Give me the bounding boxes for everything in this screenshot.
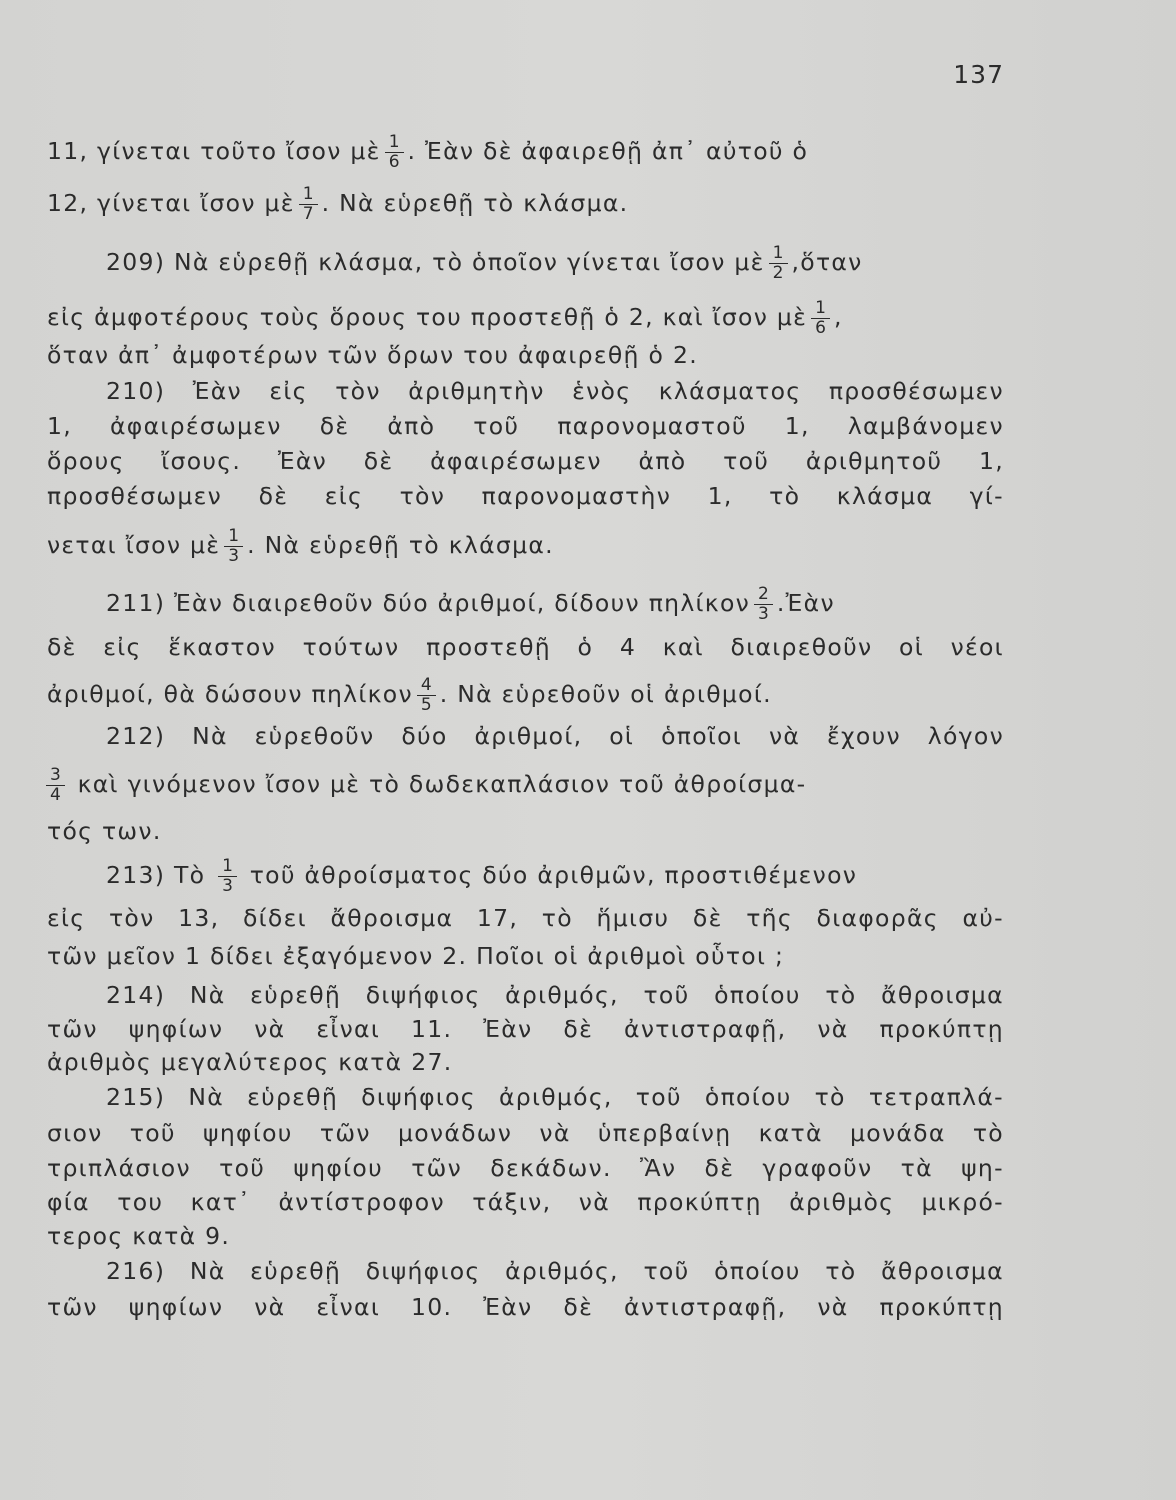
word: οἱ (899, 633, 924, 661)
word: 215) (106, 1083, 166, 1111)
word: εἰς (103, 633, 142, 661)
word: τὸ (769, 482, 801, 510)
text-line (47, 185, 1004, 224)
fraction-denominator: 2 (769, 263, 788, 283)
word: 214) (106, 981, 166, 1009)
fraction (769, 244, 788, 283)
word: τοῦ (635, 1083, 682, 1111)
text-line (47, 527, 1004, 566)
word: μονάδων (397, 1119, 513, 1147)
fraction-denominator: 4 (46, 785, 65, 805)
word: Νὰ (192, 722, 228, 750)
fraction (754, 585, 773, 624)
text-line: τός των. (47, 817, 162, 845)
text-segment: νεται ἴσον μὲ (47, 531, 221, 559)
word: 1, (978, 447, 1004, 475)
word: νὰ (254, 1015, 286, 1043)
word: τὸ (825, 981, 857, 1009)
text-line (47, 1292, 1004, 1322)
word: ἑνὸς (572, 377, 632, 405)
word: διψήφιος (365, 981, 481, 1009)
text-line (47, 1118, 1004, 1148)
text-line (106, 1256, 1004, 1286)
word: ἀφαιρέσωμεν (430, 447, 602, 475)
text-line: τῶν μεῖον 1 δίδει ἐξαγόμενον 2. Ποῖοι οἱ ἀριθμοὶ οὗτοι ; (47, 942, 785, 970)
text-line (106, 244, 1004, 283)
fraction-numerator: 1 (388, 132, 400, 152)
text-line (47, 133, 1004, 172)
word: τετραπλά- (868, 1083, 1004, 1111)
word: 17, (476, 904, 519, 932)
word: Ἐὰν (483, 1015, 533, 1043)
word: νὰ (578, 1188, 610, 1216)
text-segment: εἰς ἀμφοτέρους τοὺς ὅρους του προστεθῇ ὁ 2, καὶ ἴσον μὲ (47, 303, 808, 331)
text-segment: 211) Ἐὰν διαιρεθοῦν δύο ἀριθμοί, δίδουν πηλίκον (106, 589, 751, 617)
word: ψηφίου (293, 1154, 383, 1182)
word: προκύπτῃ (637, 1188, 762, 1216)
fraction-numerator: 2 (758, 584, 769, 604)
text-line (106, 980, 1004, 1010)
word: δὲ (563, 1015, 594, 1043)
word: παρονομαστοῦ (557, 412, 747, 440)
text-segment: τοῦ ἀθροίσματος δύο ἀριθμῶν, προστιθέμενον (249, 861, 858, 889)
word: εἶναι (316, 1293, 381, 1321)
word: εἰς (269, 377, 308, 405)
word: νέοι (950, 633, 1004, 661)
word: κλάσματος (658, 377, 802, 405)
word: προκύπτῃ (879, 1293, 1004, 1321)
word: δύο (401, 722, 448, 750)
word: 210) (106, 377, 166, 405)
word: νὰ (817, 1015, 849, 1043)
word: Ἐὰν (277, 447, 328, 475)
fraction (46, 766, 65, 805)
text-line (47, 676, 1004, 715)
word: οἱ (609, 722, 635, 750)
text-segment: . Νὰ εὑρεθοῦν οἱ ἀριθμοί. (439, 680, 772, 708)
word: νὰ (254, 1293, 286, 1321)
word: ὁ (577, 633, 594, 661)
text-segment: 213) Τὸ (106, 861, 206, 889)
word: ἀριθμός, (498, 1083, 613, 1111)
word: νὰ (817, 1293, 849, 1321)
word: ψη- (961, 1154, 1004, 1182)
text-line (47, 1014, 1004, 1044)
fraction (224, 527, 243, 566)
word: τὸ (972, 1119, 1004, 1147)
word: 216) (106, 1257, 166, 1285)
word: τούτων (302, 633, 400, 661)
word: νὰ (539, 1119, 571, 1147)
word: ἀριθμὸς (789, 1188, 895, 1216)
word: δὲ (47, 633, 77, 661)
word: προστεθῇ (426, 633, 551, 661)
word: μικρό- (921, 1188, 1004, 1216)
word: ἀριθμός, (505, 981, 619, 1009)
word: εὑρεθῇ (250, 1257, 342, 1285)
word: ψηφίου (203, 1119, 293, 1147)
word: δὲ (363, 447, 394, 475)
word: Νὰ (188, 1083, 224, 1111)
word: ἄθροισμα (881, 981, 1004, 1009)
word: τοῦ (473, 412, 520, 440)
word: διαφορᾶς (816, 904, 939, 932)
fraction-denominator: 3 (224, 546, 243, 566)
word: μονάδα (850, 1119, 946, 1147)
word: τῶν (47, 1293, 98, 1321)
word: 4 (619, 633, 637, 661)
text-line (106, 857, 1004, 896)
word: ὁποίου (704, 1083, 792, 1111)
word: γραφοῦν (762, 1154, 873, 1182)
word: ὑπερβαίνῃ (597, 1119, 732, 1147)
text-segment: . Ἐὰν δὲ ἀφαιρεθῇ ἀπ᾽ αὐτοῦ ὁ (407, 137, 809, 165)
fraction-numerator: 3 (50, 765, 61, 785)
word: κατὰ (758, 1119, 823, 1147)
word: τὸ (814, 1083, 846, 1111)
word: 10. (411, 1293, 453, 1321)
word: τῶν (319, 1119, 371, 1147)
text-line (47, 1187, 1004, 1217)
word: δὲ (704, 1154, 735, 1182)
word: διαιρεθοῦν (730, 633, 873, 661)
word: ἀριθμητοῦ (805, 447, 943, 475)
fraction-numerator: 1 (228, 526, 240, 546)
word: τριπλάσιον (47, 1154, 191, 1182)
text-segment: 11, γίνεται τοῦτο ἴσον μὲ (47, 137, 381, 165)
word: ἀριθμητὴν (408, 377, 545, 405)
word: 11. (411, 1015, 453, 1043)
word: κλάσμα (836, 482, 934, 510)
word: Ἐὰν (192, 377, 242, 405)
word: λαμβάνομεν (847, 412, 1004, 440)
fraction-numerator: 1 (772, 243, 784, 263)
word: τοῦ (723, 447, 770, 475)
word: Ἂν (639, 1154, 677, 1182)
word: Ἐὰν (483, 1293, 533, 1321)
word: εὑρεθοῦν (254, 722, 375, 750)
text-line (47, 299, 1004, 338)
word: ἀριθμός, (505, 1257, 619, 1285)
fraction-numerator: 1 (222, 856, 233, 876)
page-number: 137 (953, 60, 1004, 89)
word: δὲ (563, 1293, 594, 1321)
word: ἄθροισμα (330, 904, 454, 932)
fraction-denominator: 5 (417, 695, 436, 715)
word: νὰ (768, 722, 801, 750)
word: τάξιν, (472, 1188, 552, 1216)
word: 1, (47, 412, 73, 440)
fraction-denominator: 6 (811, 318, 830, 338)
text-line (106, 721, 1004, 751)
word: ἔχουν (827, 722, 901, 750)
word: ὅρους (47, 447, 125, 475)
fraction-numerator: 4 (420, 675, 432, 695)
word: τῶν (47, 1015, 98, 1043)
word: ἄθροισμα (881, 1257, 1004, 1285)
text-line (47, 903, 1004, 933)
word: εἰς (47, 904, 86, 932)
word: ὁποῖοι (661, 722, 743, 750)
text-line (106, 1082, 1004, 1112)
fraction-denominator: 3 (754, 604, 773, 624)
word: τοῦ (643, 1257, 690, 1285)
fraction-denominator: 6 (385, 152, 404, 172)
text-line (47, 1153, 1004, 1183)
word: τοῦ (129, 1119, 176, 1147)
word: ἀντίστροφον (278, 1188, 445, 1216)
word: τῶν (411, 1154, 463, 1182)
word: Νὰ (189, 1257, 226, 1285)
text-segment: . Νὰ εὑρεθῇ τὸ κλάσμα. (321, 189, 629, 217)
text-segment: ἀριθμοί, θὰ δώσουν πηλίκον (47, 680, 413, 708)
word: 1, (784, 412, 810, 440)
word: τῆς (746, 904, 793, 932)
fraction-numerator: 1 (815, 298, 826, 318)
text-line (106, 585, 1004, 624)
text-segment: καὶ γινόμενον ἴσον μὲ τὸ δωδεκαπλάσιον τοῦ ἀθροίσμα- (77, 770, 807, 798)
word: 13, (178, 904, 220, 932)
word: προκύπτῃ (879, 1015, 1004, 1043)
word: διψήφιος (365, 1257, 481, 1285)
word: διψήφιος (361, 1083, 476, 1111)
text-segment: 209) Νὰ εὑρεθῇ κλάσμα, τὸ ὁποῖον γίνεται ἴσον μὲ (106, 248, 765, 276)
word: εἶναι (316, 1015, 381, 1043)
word: τὸν (108, 904, 155, 932)
word: ἀριθμοί, (474, 722, 583, 750)
fraction-numerator: 1 (302, 184, 314, 204)
word: εὑρεθῇ (250, 981, 342, 1009)
word: ψηφίων (128, 1015, 224, 1043)
word: τὰ (900, 1154, 933, 1182)
word: εἰς (324, 482, 364, 510)
word: λόγον (927, 722, 1004, 750)
fraction (811, 299, 830, 338)
word: τὸ (825, 1257, 857, 1285)
text-line: ἀριθμὸς μεγαλύτερος κατὰ 27. (47, 1048, 453, 1076)
fraction (417, 676, 436, 715)
word: ἀπὸ (638, 447, 687, 475)
text-segment: , (834, 303, 843, 331)
word: δὲ (319, 412, 350, 440)
word: προσθέσωμεν (828, 377, 1004, 405)
word: γί- (969, 482, 1004, 510)
word: ἴσους. (161, 447, 242, 475)
text-segment: ,ὅταν (791, 248, 863, 276)
word: προσθέσωμεν (47, 482, 223, 510)
word: ὁποίου (714, 981, 801, 1009)
text-line (47, 481, 1004, 511)
text-segment: 12, γίνεται ἴσον μὲ (47, 189, 295, 217)
word: ἀντιστραφῇ, (624, 1293, 787, 1321)
text-segment: .Ἐὰν (776, 589, 835, 617)
text-segment: . Νὰ εὑρεθῇ τὸ κλάσμα. (247, 531, 554, 559)
text-line (47, 411, 1004, 441)
fraction (218, 857, 237, 896)
word: τοῦ (219, 1154, 266, 1182)
word: φία (47, 1188, 90, 1216)
word: τὸν (399, 482, 446, 510)
text-line: ὅταν ἀπ᾽ ἀμφοτέρων τῶν ὅρων του ἀφαιρεθῇ ὁ 2. (47, 341, 698, 369)
word: ψηφίων (128, 1293, 224, 1321)
fraction (385, 133, 404, 172)
word: ἀπὸ (387, 412, 436, 440)
word: ἕκαστον (168, 633, 276, 661)
word: ὁποίου (714, 1257, 801, 1285)
word: τοῦ (643, 981, 690, 1009)
word: δίδει (242, 904, 307, 932)
text-line (47, 446, 1004, 476)
word: εὑρεθῇ (247, 1083, 339, 1111)
word: κατ᾽ (190, 1188, 252, 1216)
word: 1, (707, 482, 733, 510)
word: 212) (106, 722, 166, 750)
fraction-denominator: 7 (299, 204, 318, 224)
word: ἥμισυ (596, 904, 670, 932)
fraction (299, 185, 318, 224)
text-line: τερος κατὰ 9. (47, 1222, 231, 1250)
word: καὶ (662, 633, 704, 661)
word: δὲ (692, 904, 723, 932)
word: αὐ- (962, 904, 1004, 932)
text-line (42, 766, 999, 805)
word: παρονομαστὴν (481, 482, 672, 510)
word: Νὰ (189, 981, 226, 1009)
fraction-denominator: 3 (218, 876, 237, 896)
word: τὸ (541, 904, 573, 932)
word: ἀντιστραφῇ, (624, 1015, 787, 1043)
word: του (117, 1188, 164, 1216)
text-line (106, 376, 1004, 406)
word: ἀφαιρέσωμεν (110, 412, 282, 440)
word: σιον (47, 1119, 103, 1147)
word: δεκάδων. (490, 1154, 612, 1182)
word: δὲ (258, 482, 289, 510)
word: τὸν (335, 377, 381, 405)
text-line (47, 632, 1004, 662)
